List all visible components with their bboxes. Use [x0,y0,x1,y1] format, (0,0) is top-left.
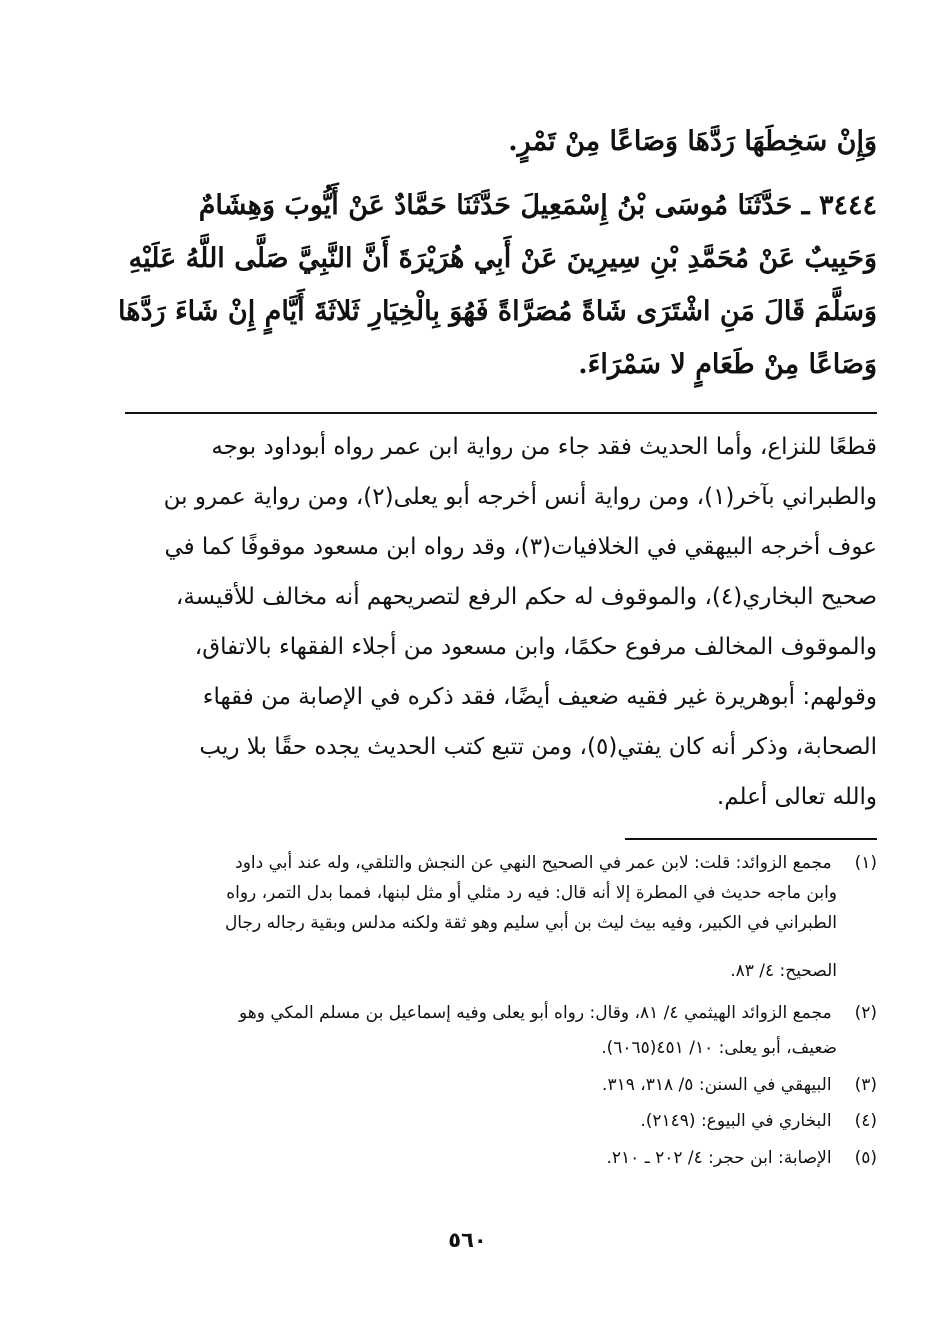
footnote-number: (٣) [854,1075,877,1095]
footnote-text: ضعيف، أبو يعلى: ١٠/ ٤٥١(٦٠٦٥). [601,1038,837,1058]
footnote-number: (١) [854,853,877,873]
footnote [117,1003,877,1023]
commentary-line: صحيح البخاري(٤)، والموقوف له حكم الرفع لتصريحهم أنه مخالف للأقيسة، [175,584,877,610]
footnote-text: مجمع الزوائد الهيثمي ٤/ ٨١، وقال: رواه أبو يعلى وفيه إسماعيل بن مسلم المكي وهو [239,1003,832,1023]
footnote-text: مجمع الزوائد: قلت: لابن عمر في الصحيح النهي عن النجش والتلقي، وله عند أبي داود [235,853,832,873]
footnote [117,1111,877,1131]
commentary-line: الصحابة، وذكر أنه كان يفتي(٥)، ومن تتبع كتب الحديث يجده حقًا بلا ريب [199,734,877,760]
commentary-line: وقولهم: أبوهريرة غير فقيه ضعيف أيضًا، فقد ذكره في الإصابة من فقهاء [202,684,877,710]
hadith-line: وَإِنْ سَخِطَهَا رَدَّهَا وَصَاعًا مِنْ تَمْرٍ. [508,126,877,157]
footnote-number: (٤) [854,1111,877,1131]
footnote-number: (٥) [854,1148,877,1168]
hadith-line: وَسَلَّمَ قَالَ مَنِ اشْتَرَى شَاةً مُصَرَّاةً فَهُوَ بِالْخِيَارِ ثَلاثَةَ أَيَّامٍ إِنْ شَاءَ رَدَّهَا [118,296,877,327]
footnote-text: البخاري في البيوع: (٢١٤٩). [640,1111,832,1131]
footnote-text: الإصابة: ابن حجر: ٤/ ٢٠٢ ـ ٢١٠. [606,1148,832,1168]
footnote-separator [625,838,877,840]
commentary-line: عوف أخرجه البيهقي في الخلافيات(٣)، وقد رواه ابن مسعود موقوفًا كما في [164,534,877,560]
footnote-continuation [117,961,877,981]
hadith-separator [125,412,877,414]
footnote [117,1075,877,1095]
commentary-line: والطبراني بآخر(١)، ومن رواية أنس أخرجه أبو يعلى(٢)، ومن رواية عمرو بن [163,484,877,510]
footnote-text: البيهقي في السنن: ٥/ ٣١٨، ٣١٩. [602,1075,832,1095]
footnote-number: (٢) [854,1003,877,1023]
footnote-continuation [117,883,877,903]
footnote-continuation [117,1038,877,1058]
footnote-text: الصحيح: ٤/ ٨٣. [730,961,837,981]
hadith-line: وَحَبِيبٌ عَنْ مُحَمَّدِ بْنِ سِيرِينَ عَنْ أَبِي هُرَيْرَةَ أَنَّ النَّبِيَّ صَلَّى اللَّهُ عَلَيْهِ [128,243,877,274]
footnote-text: الطبراني في الكبير، وفيه بيث ليث بن أبي سليم وهو ثقة ولكنه مدلس وبقية رجاله رجال [224,913,837,933]
commentary-line: والموقوف المخالف مرفوع حكمًا، وابن مسعود من أجلاء الفقهاء بالاتفاق، [194,634,877,660]
commentary-line: والله تعالى أعلم. [716,784,877,810]
footnote-text: وابن ماجه حديث في المطرة إلا أنه قال: فيه رد مثلي أو مثل لبنها، فمما بدل التمر، رواه [226,883,837,903]
footnote-continuation [117,913,877,933]
hadith-line: ٣٤٤٤ ـ حَدَّثَنَا مُوسَى بْنُ إِسْمَعِيلَ حَدَّثَنَا حَمَّادٌ عَنْ أَيُّوبَ وَهِشَامٌ [198,190,877,221]
page-number: ٥٦٠ [448,1228,487,1252]
footnote [117,1148,877,1168]
commentary-line: قطعًا للنزاع، وأما الحديث فقد جاء من رواية ابن عمر رواه أبوداود بوجه [211,434,877,460]
hadith-line: وَصَاعًا مِنْ طَعَامٍ لا سَمْرَاءَ. [578,349,877,380]
footnote [117,853,877,873]
